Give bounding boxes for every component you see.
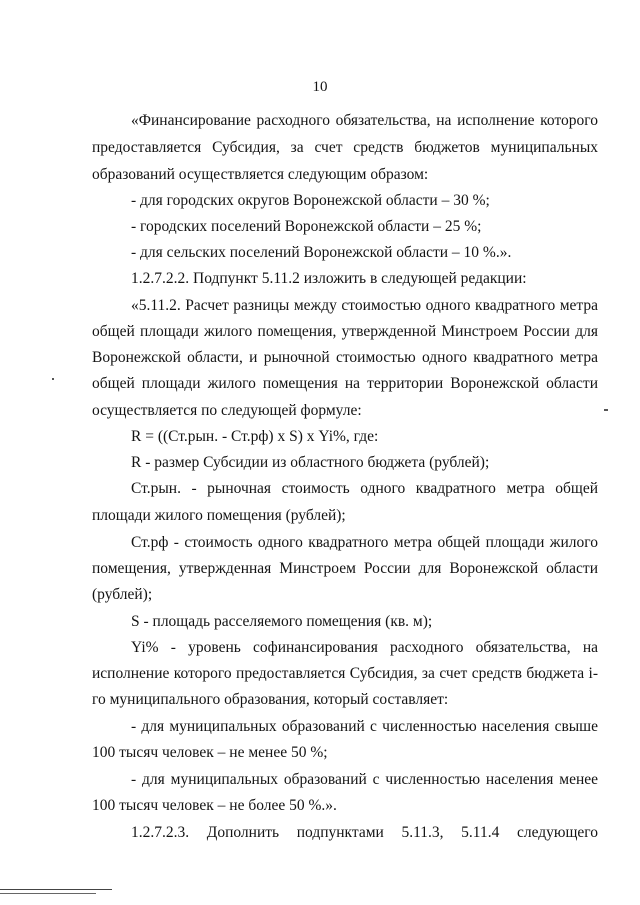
- text-line: общей площади жилого помещения, утвержденной Минстроем России для: [92, 323, 598, 340]
- text-line: Ст.рф - стоимость одного квадратного метра общей площади жилого: [131, 534, 598, 551]
- text-line: 100 тысяч человек – не более 50 %.».: [92, 797, 337, 814]
- page-number: 10: [312, 79, 328, 95]
- scan-speck: [604, 409, 608, 411]
- text-line: помещения, утвержденная Минстроем России для Воронежской области: [92, 560, 598, 577]
- text-line: го муниципального образования, который составляет:: [92, 691, 449, 708]
- text-line: «5.11.2. Расчет разницы между стоимостью одного квадратного метра: [131, 297, 598, 314]
- text-line: Воронежской области, и рыночной стоимостью одного квадратного метра: [92, 349, 598, 366]
- text-line: 100 тысяч человек – не менее 50 %;: [92, 744, 328, 761]
- text-line: - для сельских поселений Воронежской области – 10 %.».: [131, 244, 512, 261]
- text-line: «Финансирование расходного обязательства, на исполнение которого: [131, 112, 598, 129]
- text-line: (рублей);: [92, 586, 153, 603]
- text-line: S - площадь расселяемого помещения (кв. м);: [131, 613, 433, 630]
- text-line: Yi% - уровень софинансирования расходного обязательства, на: [131, 639, 598, 656]
- text-line: площади жилого помещения (рублей);: [92, 507, 346, 524]
- text-line: - для муниципальных образований с численностью населения свыше: [131, 718, 598, 735]
- text-line: общей площади жилого помещения на территории Воронежской области: [92, 375, 598, 392]
- text-line: 1.2.7.2.2. Подпункт 5.11.2 изложить в следующей редакции:: [131, 270, 527, 287]
- text-line: 1.2.7.2.3. Дополнить подпунктами 5.11.3, 5.11.4 следующего: [131, 824, 598, 841]
- text-line: предоставляется Субсидия, за счет средств бюджетов муниципальных: [92, 139, 598, 156]
- text-line: R - размер Субсидии из областного бюджета (рублей);: [131, 454, 490, 471]
- text-line: - для муниципальных образований с численностью населения менее: [131, 771, 598, 788]
- text-line: образований осуществляется следующим образом:: [92, 166, 429, 183]
- text-line: - для городских округов Воронежской области – 30 %;: [131, 192, 490, 209]
- text-line: - городских поселений Воронежской области – 25 %;: [131, 218, 482, 235]
- text-line: исполнение которого предоставляется Субсидия, за счет средств бюджета i-: [92, 665, 598, 682]
- formula-line: R = ((Ст.рын. - Ст.рф) х S) х Yi%, где:: [131, 428, 379, 445]
- text-line: осуществляется по следующей формуле:: [92, 402, 362, 419]
- footer-rule: [0, 889, 112, 890]
- scan-speck: [52, 378, 54, 380]
- text-line: Ст.рын. - рыночная стоимость одного квадратного метра общей: [131, 480, 598, 497]
- footer-rule: [0, 893, 96, 894]
